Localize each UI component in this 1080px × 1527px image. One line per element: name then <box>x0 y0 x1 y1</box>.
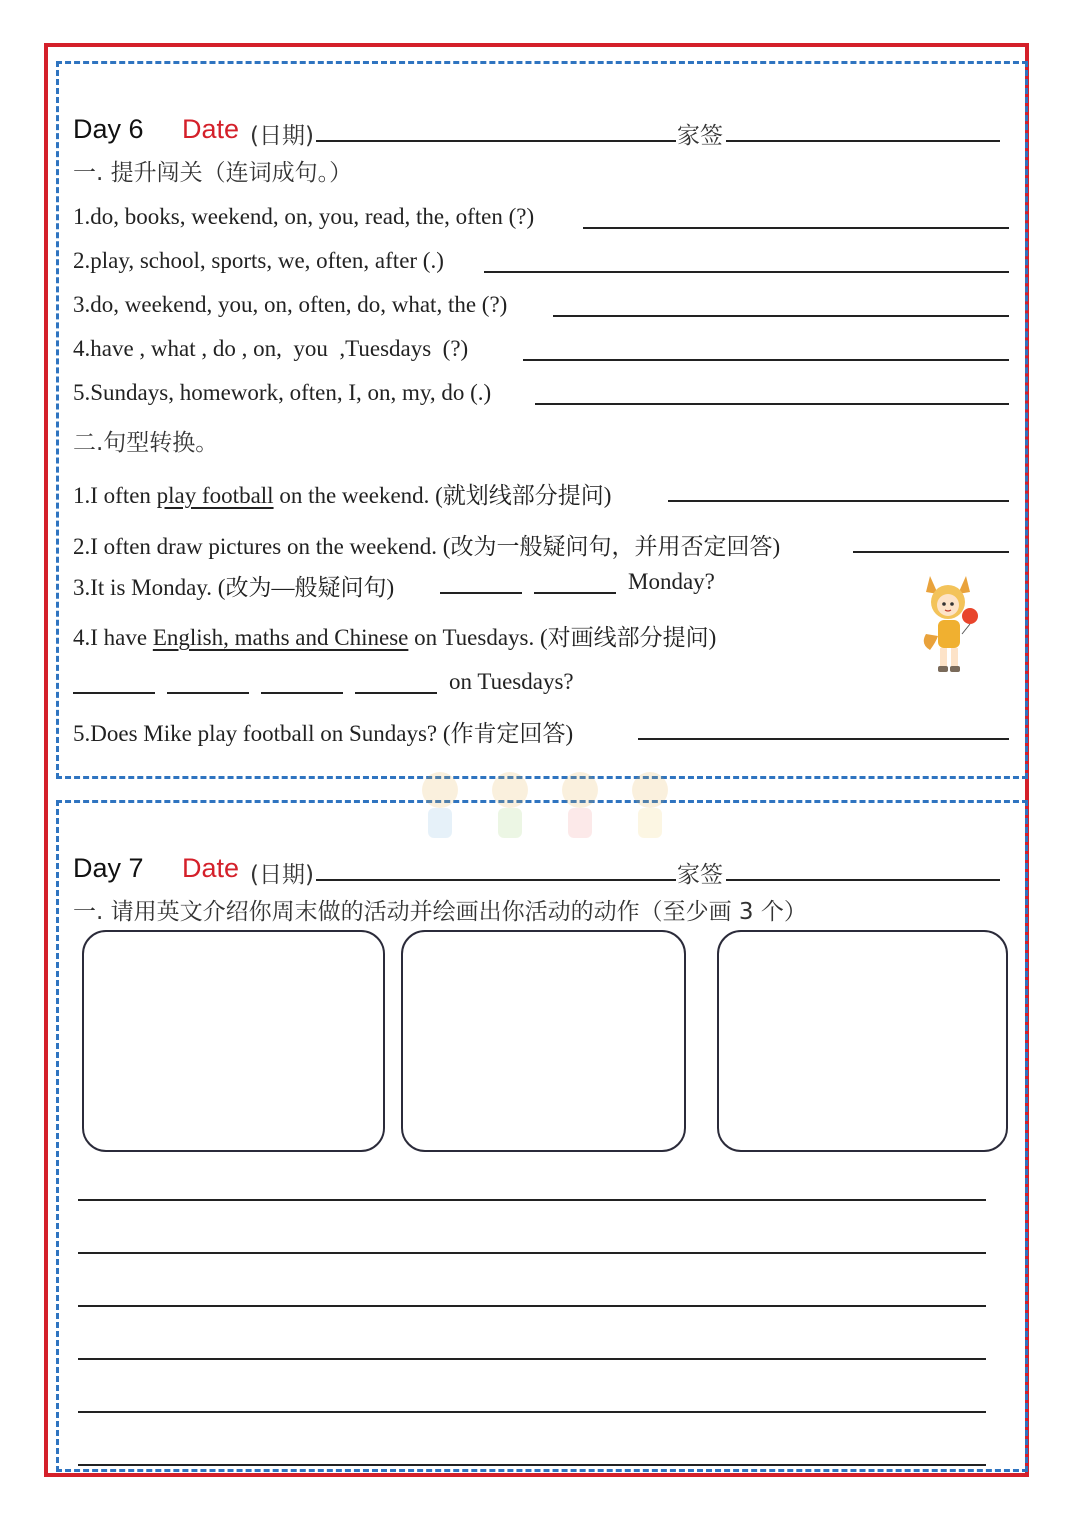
day6-date-cn: (日期) <box>250 123 314 149</box>
day6-s2-item-5: 5.Does Mike play football on Sundays? (作肯定回答) <box>73 721 574 746</box>
blank-line[interactable] <box>534 592 616 594</box>
drawing-box-2[interactable] <box>401 930 686 1152</box>
day6-sign-field[interactable] <box>726 140 1000 142</box>
day6-title: Day 6 <box>73 114 144 144</box>
s1-pre: 1.I often <box>73 483 157 508</box>
writing-line[interactable] <box>78 1411 986 1413</box>
day6-s2-item-4 <box>73 619 716 652</box>
answer-line[interactable] <box>553 315 1009 317</box>
day6-q1-item-5: 5.Sundays, homework, often, I, on, my, do (.) <box>73 380 492 405</box>
s4-pre: 4.I have <box>73 625 153 650</box>
day6-s2-item-2: 2.I often draw pictures on the weekend. (改为一般疑问句，并用否定回答) <box>73 534 781 559</box>
answer-line[interactable] <box>853 551 1009 553</box>
writing-line[interactable] <box>78 1358 986 1360</box>
day7-title: Day 7 <box>73 853 144 883</box>
writing-line[interactable] <box>78 1305 986 1307</box>
fox-girl-mascot-image <box>918 572 984 680</box>
drawing-box-3[interactable] <box>717 930 1008 1152</box>
day7-sign-label: 家签 <box>677 862 723 888</box>
writing-line[interactable] <box>78 1199 986 1201</box>
day6-s4-tail: on Tuesdays? <box>449 669 574 694</box>
blank-line[interactable] <box>167 692 249 694</box>
answer-line[interactable] <box>535 403 1009 405</box>
blank-line[interactable] <box>440 592 522 594</box>
blank-line[interactable] <box>73 692 155 694</box>
s1-underlined: play football <box>156 483 274 508</box>
day6-q1-item-4: 4.have , what , do , on, you ,Tuesdays (?) <box>73 336 469 361</box>
day6-sign-label: 家签 <box>677 123 723 149</box>
answer-line[interactable] <box>583 227 1009 229</box>
day6-s3-tail: Monday? <box>628 569 715 594</box>
day6-section1-title: 一. 提升闯关（连词成句。） <box>73 160 353 186</box>
blank-line[interactable] <box>261 692 343 694</box>
answer-line[interactable] <box>638 738 1009 740</box>
s1-post: on the weekend. (就划线部分提问) <box>273 483 612 508</box>
day7-date-cn: (日期) <box>250 862 314 888</box>
day7-sign-field[interactable] <box>726 879 1000 881</box>
day6-s2-item-1 <box>73 477 611 510</box>
day6-q1-item-1: 1.do, books, weekend, on, you, read, the, often (?) <box>73 204 535 229</box>
day7-date-field[interactable] <box>316 879 676 881</box>
day6-q1-item-3: 3.do, weekend, you, on, often, do, what, the (?) <box>73 292 508 317</box>
day6-q1-item-2: 2.play, school, sports, we, often, after (.) <box>73 248 444 273</box>
blank-line[interactable] <box>355 692 437 694</box>
answer-line[interactable] <box>668 500 1009 502</box>
s4-underlined: English, maths and Chinese <box>152 625 409 650</box>
day6-date-label: Date <box>182 114 240 144</box>
answer-line[interactable] <box>484 271 1009 273</box>
drawing-box-1[interactable] <box>82 930 385 1152</box>
day7-section1-title: 一. 请用英文介绍你周末做的活动并绘画出你活动的动作（至少画 3 个） <box>73 899 807 925</box>
day7-date-label: Date <box>182 853 240 883</box>
day6-s2-item-3: 3.It is Monday. (改为—般疑问句) <box>73 575 395 600</box>
watermark-kids-image <box>400 760 680 850</box>
answer-line[interactable] <box>523 359 1009 361</box>
writing-line[interactable] <box>78 1464 986 1466</box>
day6-date-field[interactable] <box>316 140 676 142</box>
writing-line[interactable] <box>78 1252 986 1254</box>
s4-post: on Tuesdays. (对画线部分提问) <box>408 625 717 650</box>
day6-section2-title: 二.句型转换。 <box>73 430 219 456</box>
